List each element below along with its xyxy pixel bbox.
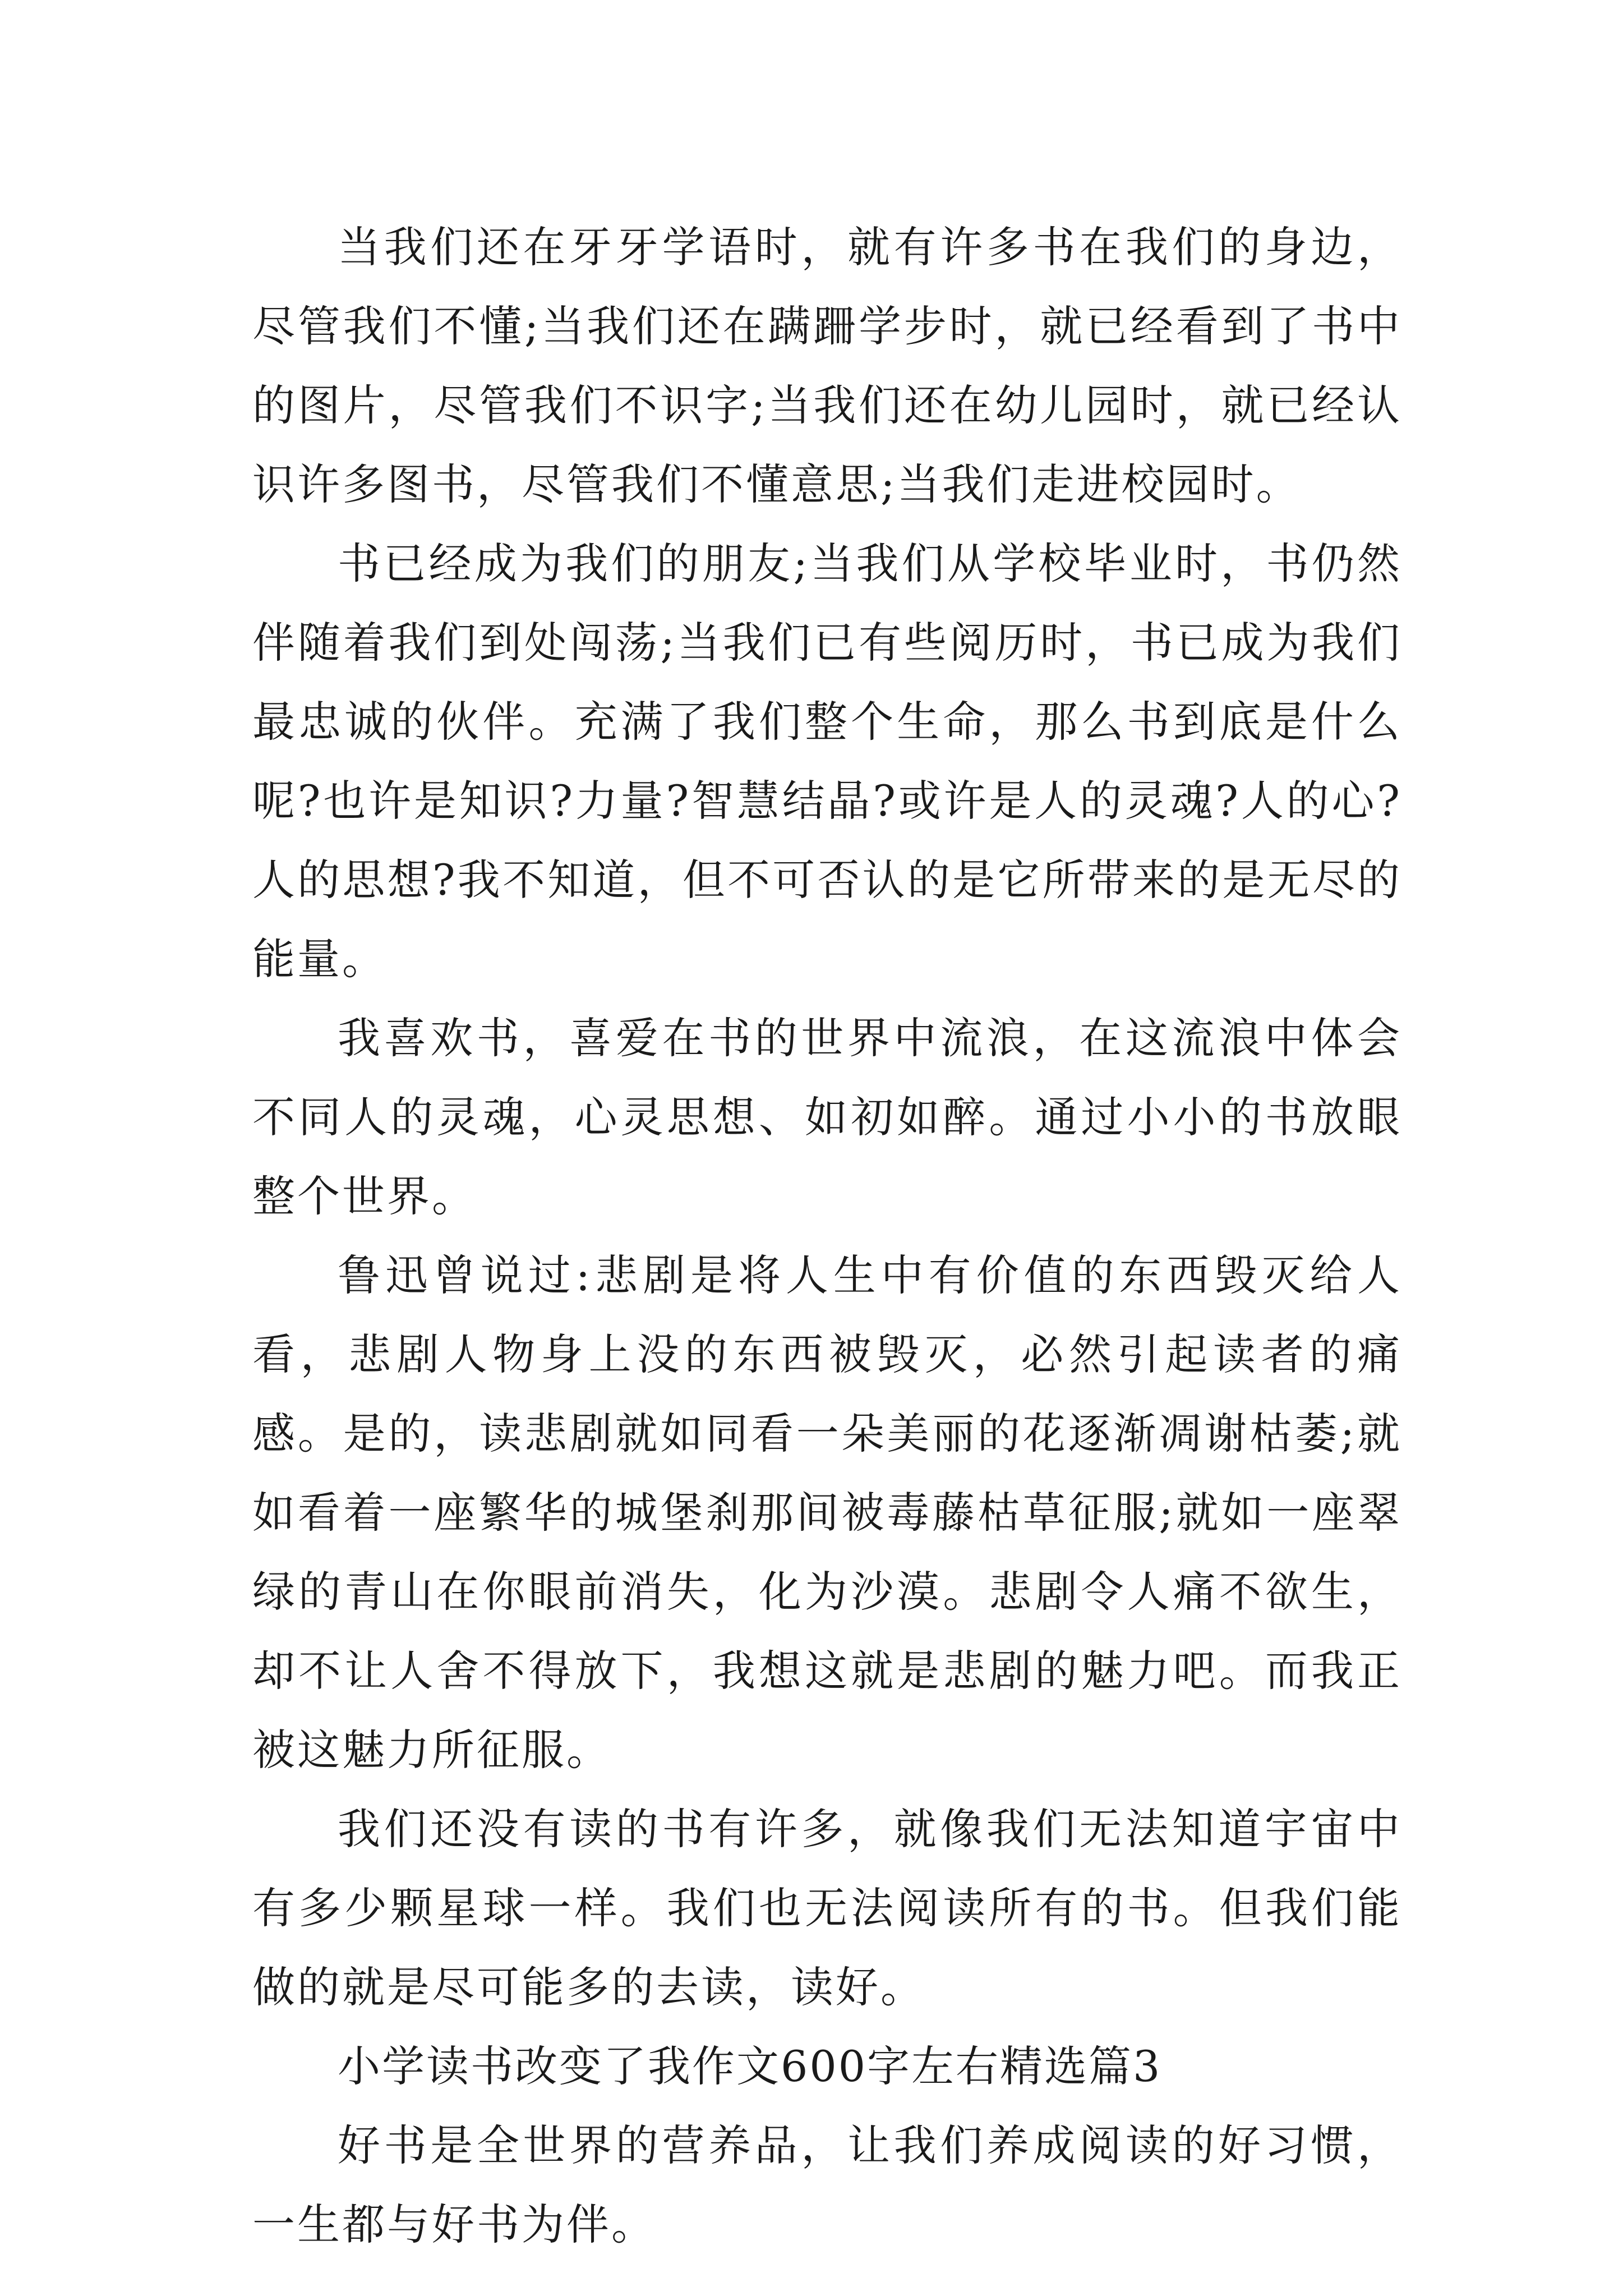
paragraph-3: 我喜欢书，喜爱在书的世界中流浪，在这流浪中体会不同人的灵魂，心灵思想、如初如醉。通过小小的书放眼整个世界。 (252, 1013, 1402, 1221)
paragraph-2: 书已经成为我们的朋友;当我们从学校毕业时，书仍然伴随着我们到处闯荡;当我们已有些阅历时，书已成为我们最忠诚的伙伴。充满了我们整个生命，那么书到底是什么呢?也许是知识?力量?智慧结晶?或许是人的灵魂?人的心?人的思想?我不知道，但不可否认的是它所带来的是无尽的能量。 (252, 539, 1402, 984)
paragraph-4: 鲁迅曾说过:悲剧是将人生中有价值的东西毁灭给人看，悲剧人物身上没的东西被毁灭，必然引起读者的痛感。是的，读悲剧就如同看一朵美丽的花逐渐凋谢枯萎;就如看着一座繁华的城堡刹那间被毒藤枯草征服;就如一座翠绿的青山在你眼前消失，化为沙漠。悲剧令人痛不欲生，却不让人舍不得放下，我想这就是悲剧的魅力吧。而我正被这魅力所征服。 (252, 1250, 1402, 1775)
paragraph-6: 好书是全世界的营养品，让我们养成阅读的好习惯，一生都与好书为伴。 (252, 2120, 1402, 2249)
section-heading: 小学读书改变了我作文600字左右精选篇3 (338, 2041, 1162, 2091)
paragraph-5: 我们还没有读的书有许多，就像我们无法知道宇宙中有多少颗星球一样。我们也无法阅读所有的书。但我们能做的就是尽可能多的去读，读好。 (252, 1804, 1402, 2012)
document-body (252, 208, 1402, 2264)
paragraph-1: 当我们还在牙牙学语时，就有许多书在我们的身边，尽管我们不懂;当我们还在蹒跚学步时，就已经看到了书中的图片，尽管我们不识字;当我们还在幼儿园时，就已经认识许多图书，尽管我们不懂意思;当我们走进校园时。 (252, 222, 1402, 509)
